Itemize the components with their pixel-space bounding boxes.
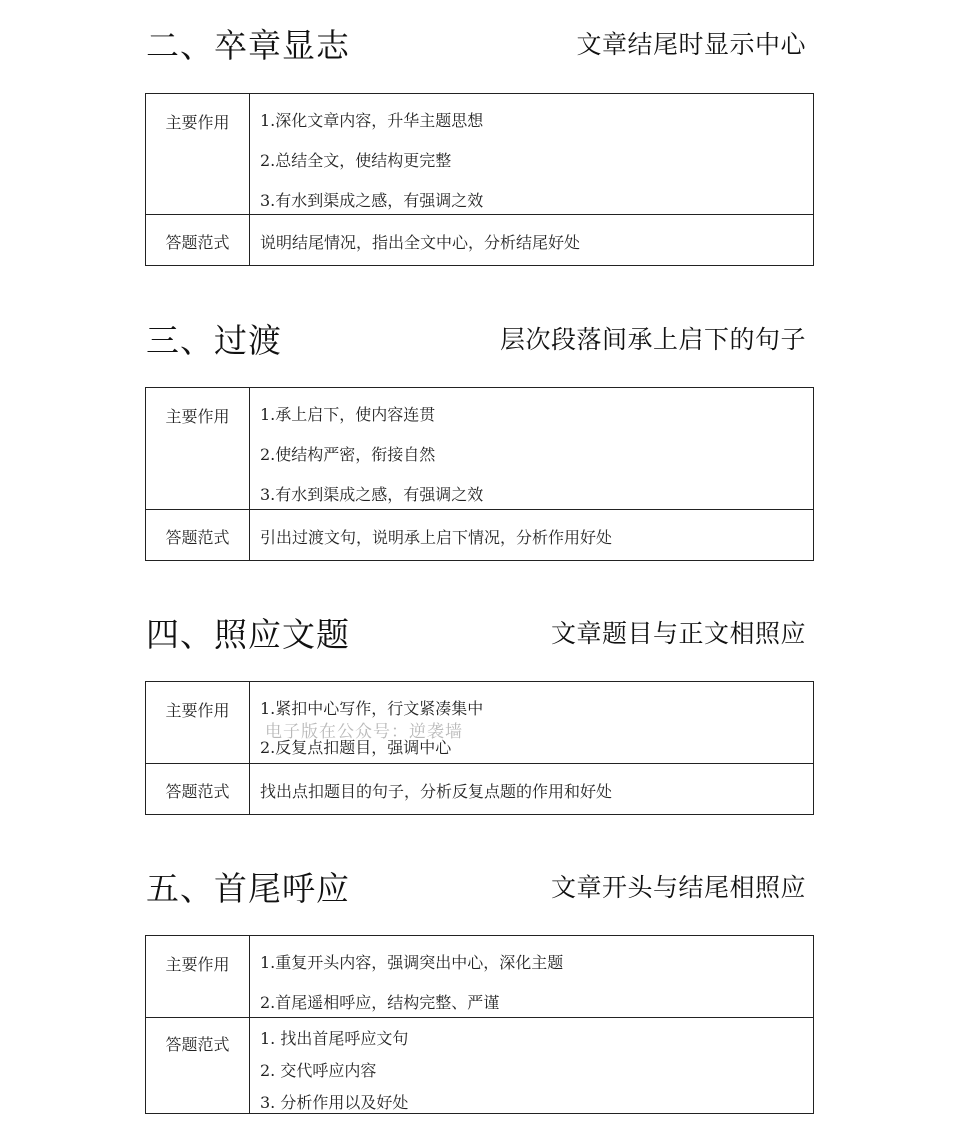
content-line: 2. 交代呼应内容	[260, 1061, 377, 1080]
content-line: 2.首尾遥相呼应，结构完整、严谨	[260, 993, 500, 1012]
row-content	[250, 94, 814, 215]
table-row	[146, 94, 814, 215]
row-content	[250, 936, 814, 1018]
row-label: 主要作用	[146, 936, 250, 1018]
row-content	[250, 1018, 814, 1114]
content-line: 3.有水到渠成之感，有强调之效	[260, 191, 484, 210]
content-line: 2.反复点扣题目，强调中心	[260, 738, 452, 757]
section-description: 层次段落间承上启下的句子	[499, 325, 806, 354]
section-title: 五、首尾呼应	[146, 868, 350, 908]
section-heading	[146, 313, 806, 363]
content-line: 2.使结构严密，衔接自然	[260, 445, 436, 464]
table-row	[146, 388, 814, 510]
section-title: 二、卒章显志	[146, 25, 350, 65]
content-line: 1.深化文章内容，升华主题思想	[260, 111, 484, 130]
content-line: 引出过渡文句，说明承上启下情况，分析作用好处	[260, 528, 613, 547]
content-line: 1.重复开头内容，强调突出中心，深化主题	[260, 953, 564, 972]
table-row	[146, 1018, 814, 1114]
row-content	[250, 510, 814, 561]
section-description: 文章题目与正文相照应	[550, 619, 806, 648]
table-row	[146, 215, 814, 266]
content-line: 说明结尾情况，指出全文中心，分析结尾好处	[260, 233, 581, 252]
table-row	[146, 510, 814, 561]
section-heading	[146, 861, 806, 911]
content-line: 3.有水到渠成之感，有强调之效	[260, 485, 484, 504]
row-label: 答题范式	[146, 764, 250, 815]
section-heading	[146, 607, 806, 657]
info-table	[145, 681, 814, 815]
content-line: 1.承上启下，使内容连贯	[260, 405, 436, 424]
row-content	[250, 388, 814, 510]
section-heading	[146, 18, 806, 68]
table-row	[146, 764, 814, 815]
row-content	[250, 215, 814, 266]
row-label: 答题范式	[146, 215, 250, 266]
section-description: 文章开头与结尾相照应	[550, 873, 806, 902]
row-label: 答题范式	[146, 510, 250, 561]
row-label: 答题范式	[146, 1018, 250, 1114]
row-label: 主要作用	[146, 94, 250, 215]
table-row	[146, 936, 814, 1018]
row-label: 主要作用	[146, 682, 250, 764]
table-row	[146, 682, 814, 764]
watermark: 电子版在公众号：逆袭墙	[265, 722, 463, 742]
info-table	[145, 93, 814, 266]
row-content	[250, 764, 814, 815]
info-table	[145, 387, 814, 561]
row-label: 主要作用	[146, 388, 250, 510]
info-table	[145, 935, 814, 1114]
content-line: 1. 找出首尾呼应文句	[260, 1029, 409, 1048]
row-content	[250, 682, 814, 764]
content-line: 3. 分析作用以及好处	[260, 1093, 409, 1112]
content-line: 找出点扣题目的句子，分析反复点题的作用和好处	[260, 782, 613, 801]
section-title: 四、照应文题	[146, 614, 350, 654]
section-description: 文章结尾时显示中心	[576, 30, 806, 59]
section-title: 三、过渡	[146, 320, 282, 360]
content-line: 2.总结全文，使结构更完整	[260, 151, 452, 170]
content-line: 1.紧扣中心写作，行文紧凑集中	[260, 699, 484, 718]
